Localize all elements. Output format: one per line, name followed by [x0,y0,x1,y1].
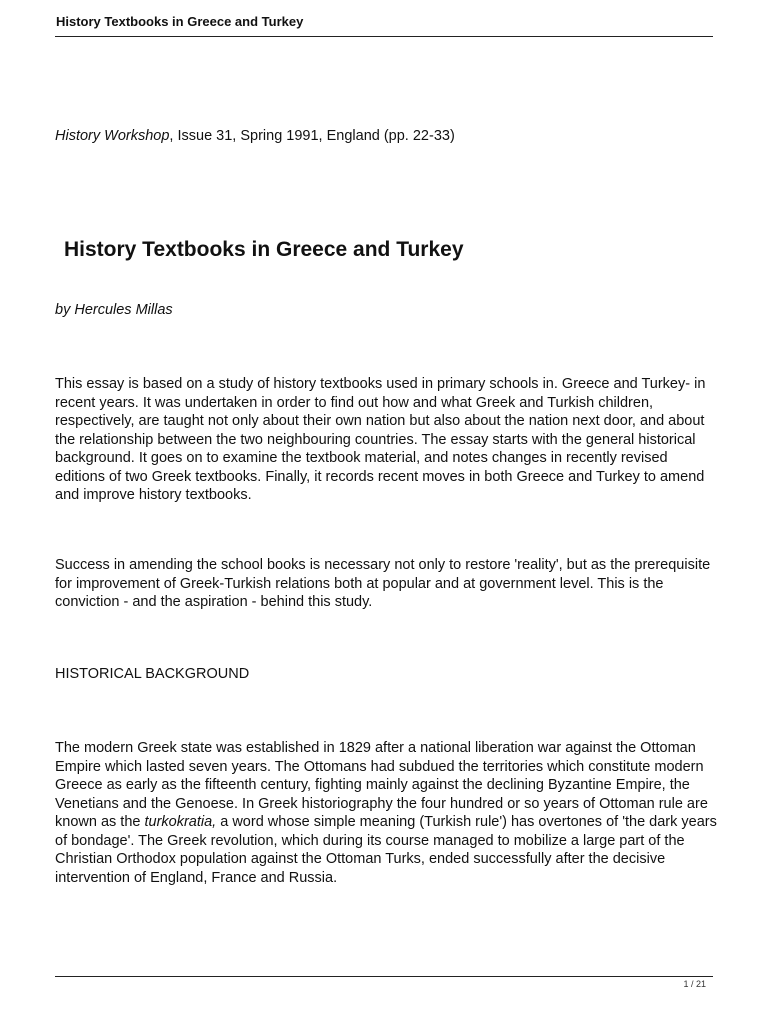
paragraph-intro: This essay is based on a study of history textbooks used in primary schools in. Greece and Turkey- in recent years. It was undertaken in order to find out how and what Greek and Turkish children, respectively, are taught not only about their own nation but also about the nation next door, and about the relationship between the two neighbouring countries. The essay starts with the general historical background. It goes on to examine the textbook material, and notes changes in recently revised editions of two Greek textbooks. Finally, it records recent moves in both Greece and Turkey to amend and improve history textbooks. [55,376,706,503]
byline: by Hercules Millas [55,302,173,318]
turkokratia-term: turkokratia, [144,814,217,830]
citation-journal: History Workshop [55,128,170,144]
paragraph-conviction: Success in amending the school books is necessary not only to restore 'reality', but as the prerequisite for improvement of Greek-Turkish relations both at popular and at government level. This is the conviction - and the aspiration - behind this study. [55,557,711,610]
paragraph-background [55,739,717,887]
paragraph-background-end: a word whose simple meaning (Turkish rule') has overtones of 'the dark years of bondage'. The Greek revolution, which during its course managed to mobilize a large part of the Christian Orthodox population against the Ottoman Turks, ended successfully after the decisive intervention of England, France and Russia. [55,814,717,886]
paragraph-background-start: The modern Greek state was established in 1829 after a national liberation war against the Ottoman Empire which lasted seven years. The Ottomans had subdued the territories which constitute modern Greece as early as the fifteenth century, fighting mainly against the declining Byzantine Empire, the Venetians and the Genoese. In Greek historiography the four hundred or so years of Ottoman rule are known as the [55,740,708,830]
article-title: History Textbooks in Greece and Turkey [64,238,464,261]
citation [55,128,455,144]
footer-rule [55,976,713,977]
citation-details: , Issue 31, Spring 1991, England (pp. 22-33) [169,128,455,144]
header-rule [55,36,713,37]
running-header: History Textbooks in Greece and Turkey [56,14,304,29]
section-heading: HISTORICAL BACKGROUND [55,666,250,682]
page-number: 1 / 21 [683,979,706,989]
